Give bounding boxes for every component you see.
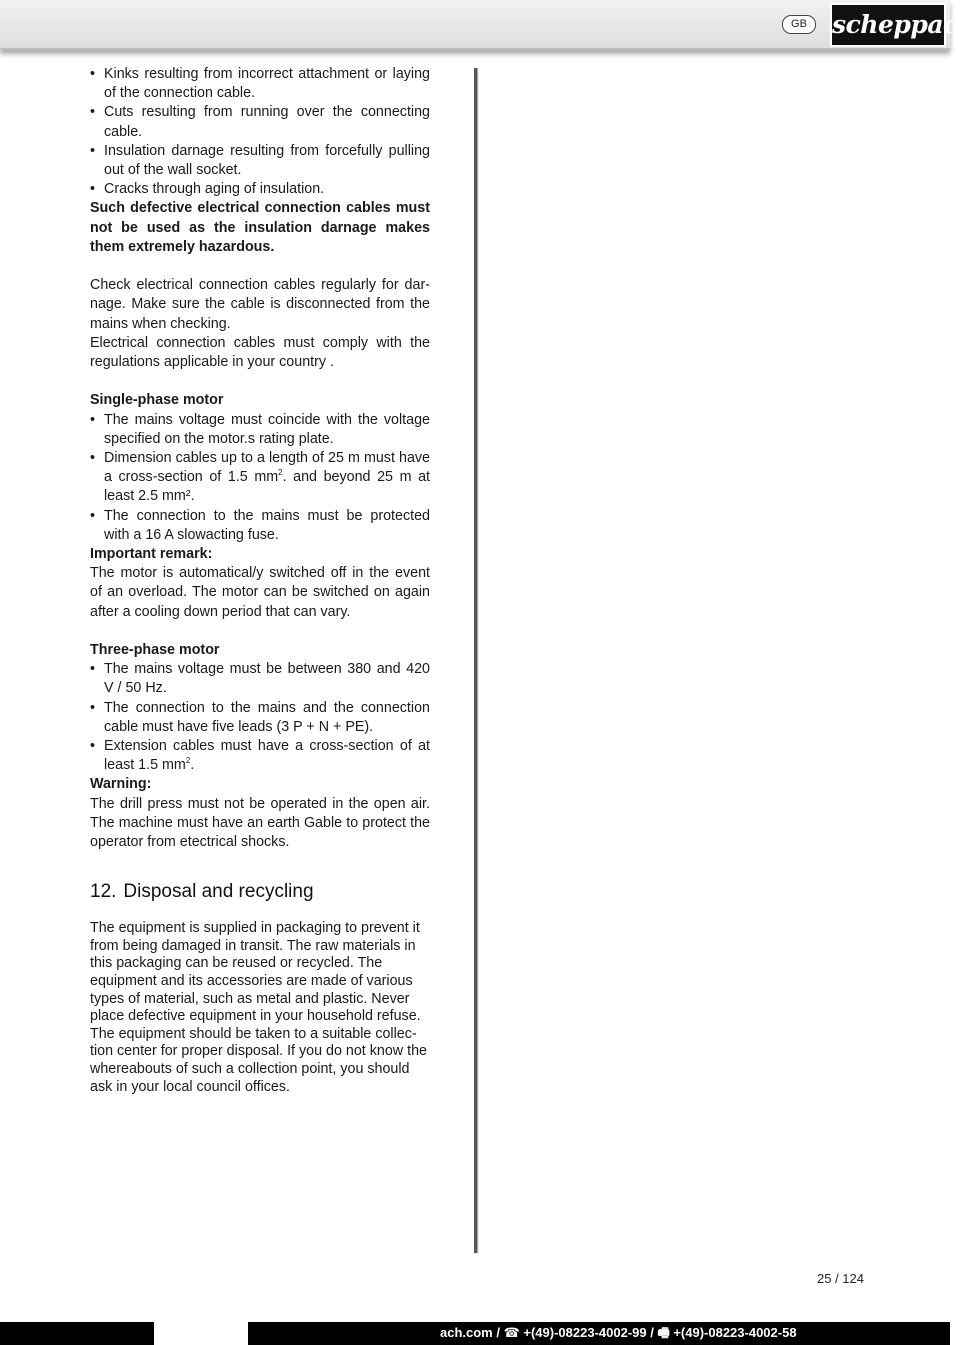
brand-logo: scheppach bbox=[830, 3, 946, 47]
single-phase-heading: Single-phase motor bbox=[90, 392, 224, 409]
language-badge: GB bbox=[782, 15, 816, 34]
warning-heading: Warning: bbox=[90, 776, 152, 793]
list-item bbox=[90, 737, 430, 775]
single-phase-list bbox=[90, 411, 430, 545]
page-header bbox=[0, 0, 975, 50]
remark-paragraph: The motor is automatical/y switched off in the event of an overload. The motor can be switched on again after a cooling down period that can vary. bbox=[90, 565, 430, 620]
bullet-text: . bbox=[190, 757, 195, 774]
left-column bbox=[90, 65, 430, 1096]
three-phase-list bbox=[90, 660, 430, 775]
section-title: Disposal and recycling bbox=[123, 881, 314, 903]
check-paragraph: Check electrical connection cables regularly for darnage. Make sure the cable is disconnected from the mains when checking. bbox=[90, 277, 430, 332]
footer-contact: ach.com / ☎ +(49)-08223-4002-99 / 🖷 +(49)-08223-4002-58 bbox=[440, 1325, 797, 1340]
remark-heading: Important remark: bbox=[90, 546, 213, 563]
footer-gap bbox=[154, 1322, 248, 1345]
damage-list bbox=[90, 65, 430, 199]
list-item: • Cuts resulting from running over the connecting cable. bbox=[90, 103, 430, 141]
list-item: • Kinks resulting from incorrect attachment or laying of the connection cable. bbox=[90, 65, 430, 103]
bullet-text: Dimension cables up to a length of 25 m must have a cross-section of 1.5 mm bbox=[104, 450, 430, 486]
list-item: • Insulation darnage resulting from forcefully pulling out of the wall socket. bbox=[90, 142, 430, 180]
list-item bbox=[90, 449, 430, 507]
bullet-text: Extension cables must have a cross-section of at least 1.5 mm bbox=[104, 738, 430, 774]
three-phase-heading: Three-phase motor bbox=[90, 642, 220, 659]
page-number: 25 / 124 bbox=[817, 1271, 864, 1286]
list-item: • The mains voltage must coincide with the voltage specified on the motor.s rating plate. bbox=[90, 411, 430, 449]
hazard-warning: Such defective electrical connection cables must not be used as the insulation darnage makes them extremely hazardous. bbox=[90, 200, 430, 255]
section-number: 12. bbox=[90, 881, 117, 903]
superscript: 2 bbox=[278, 468, 283, 478]
list-item: • The connection to the mains and the connection cable must have five leads (3 P + N + PE). bbox=[90, 699, 430, 737]
regulation-paragraph: Electrical connection cables must comply with the regulations applicable in your country . bbox=[90, 334, 430, 371]
section-heading bbox=[90, 880, 430, 904]
column-divider bbox=[474, 68, 477, 1253]
warning-paragraph: The drill press must not be operated in the open air. The machine must have an earth Gable to protect the operator from etectrical shocks. bbox=[90, 795, 430, 851]
superscript: 2 bbox=[185, 756, 191, 766]
list-item: • The mains voltage must be between 380 and 420 V / 50 Hz. bbox=[90, 660, 430, 698]
list-item: • The connection to the mains must be protected with a 16 A slowacting fuse. bbox=[90, 507, 430, 545]
bullet-text: . and beyond 25 m at least 2.5 mm². bbox=[104, 469, 430, 505]
list-item: • Cracks through aging of insulation. bbox=[90, 180, 430, 199]
disposal-paragraph: The equipment is supplied in packaging to prevent it from being damaged in transit. The raw materials in this packaging can be reused or recycled. The equipment and its accessories are made of various types of material, such as metal and plastic. Never place defective equipment in your household refuse. The equipment should be taken to a suitable collection center for proper disposal. If you do not know the whereabouts of such a collection point, you should ask in your local council offices. bbox=[90, 920, 427, 1095]
